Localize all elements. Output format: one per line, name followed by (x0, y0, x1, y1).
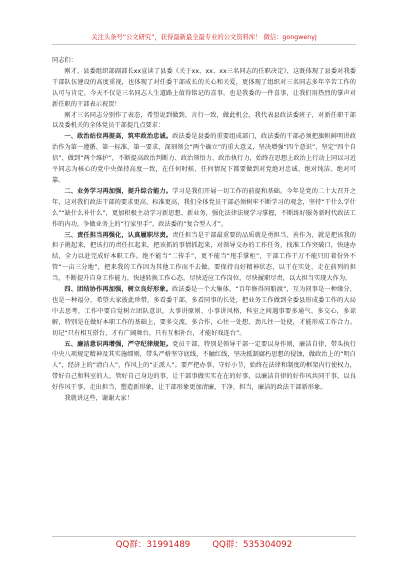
section-3 (52, 231, 356, 286)
section-2 (52, 187, 356, 231)
section-2-title: 二、业务学习再加强，提升综合能力。 (64, 187, 173, 195)
salutation: 同志们： (52, 57, 77, 64)
section-3-text: 责任担当是干部最重要的品质就是勇担当、善作为，就是把该我的担子挑起来，把该打的责任扛起来，把该抓的事情抓起来，对领导交办的工作任务，找准工作突破口，快速办结，全力以赴完成好本职工作。绝不能当“二传手”，更不能当“甩手掌柜”，干部工作干万不能只盯着份外不管“一亩三分地”，把来我的工作因为其他工作而不去做。要保持良好精神状态，以干在实处、走在前列的担当，不断提升自身工作能力，快速转换工作心态，尽快适应工作岗位，尽快履职尽责，以大担当实现大作为。 (52, 231, 356, 283)
section-5 (52, 340, 356, 395)
qq-group-1: QQ群：31991489 (115, 540, 191, 550)
section-4-text: 政法委是一个大集体，“百年修得同船渡”，互为同事是一种缘分，也是一种福分，希望大家彼此珍惜，多看委干部，多看同事的长处，把业务工作做到全委县形成委工作的大局中去思考，工作中要自觉树立团队意识，大事讲原则、小事讲风格，科室之间遇事要多通气、多交心，多谅解，特别是在做好本职工作的基础上，要多交流，多合作，心往一处想、劲儿往一处使，才能形成工作合力。切记“只有相互搭台，才有广阔舞台，只有互相补台，才能好戏连台”。 (52, 286, 356, 337)
section-4-title: 四、团结协作再加强，树立良好形象。 (64, 286, 173, 294)
closing-line: 我就讲这些，谢谢大家！ (64, 395, 134, 403)
footer-contact (52, 540, 356, 551)
section-5-text: 党员干部，特别是领导干部一定要以身作则，廉洁自律，带头执行中央八项规定精神及其实施细则，带头严格坚守底线，不触红线，坚决抵制腐朽思想的侵蚀，做政治上的“明白人”，经济上的“清白人”，作风上的“正派人”。要严把办事，守好小节，始终在法律和制度的框架内行使权力，带好自己和科室的人，管好自己身边的事，让干部事做实实在在的好事，以廉洁自律的好作风共同干事，以良好作风干事，走出担当，塑造新形象，让干部形象更加清廉，干净，担当，廉洁的政法干部新形象。 (52, 340, 356, 392)
section-3-title: 三、责任担当再强化，认真履职尽责。 (64, 231, 173, 239)
section-1-title: 一、政治站位再提高，筑牢政治忠诚。 (64, 133, 173, 141)
paragraph-requirements-lead: 刚才三名同志分别作了表态，希望说到做到，言行一致，做此机会，我代表县政法委班子，对新任职干部以及委机关的全体党员干部提几点要求： (52, 111, 356, 130)
section-1-text: 政法委是县委的重要组成部门，政法委的干部必须把旗帜鲜明讲政治作为第一遵循、第一标准、第一要求，深刻领会“两个确立”的重大意义，坚决增强“四个意识”、坚定“四个自信”、做到“两个维护”，不断提高政治判断力、政治领悟力、政治执行力，始终在思想上政治上行动上同以习近平同志为核心的党中央保持高度一致，在任何时候、任何情况下都要做到对党绝对忠诚、绝对纯洁、绝对可靠。 (52, 133, 356, 184)
footer-divider (52, 536, 356, 537)
paragraph-intro: 刚才，县委组织部副部长xx宣读了县委《关于xx、xx、xx三名同志的任职决定》，这既体现了县委对我委干部队伍建设的高度重视，也体现了对任委干部成长的关心和关爱，更体现了组织对三名同志多年辛苦工作的认可与肯定。今天不仅是三名同志人生道路上值得铭记的喜事，也是我委的一件喜事，让我们用热烈的掌声对新任职的干部表示祝贺！ (52, 67, 356, 108)
section-5-title: 五、廉洁意识再增强，严守纪律规矩。 (64, 340, 173, 348)
header-banner: 关注头条号“公文研究”，获得最新最全最专业的公文资料库！ 微信：gongwenyj (91, 34, 317, 41)
section-2-text: 学习是我们开展一切工作的前提和基础。今年是党的二十大召开之年，这对我们政法干部的要求更高、标准更高，我们全体党员干部必须树牢不断学习的观念，坚持“干什么学什么”“缺什么补什么”，更加积极主动学习新思想、新业务，强化法律法规学习掌握，不断练好服务新时代政法工作的内功，争做业务上的“行家里手”，政法委的“复合型人才”。 (52, 187, 356, 228)
qq-group-2: QQ群：535304092 (212, 540, 293, 550)
header-divider (52, 44, 356, 45)
section-4 (52, 285, 356, 340)
section-1 (52, 132, 356, 187)
speech-body (52, 56, 356, 405)
